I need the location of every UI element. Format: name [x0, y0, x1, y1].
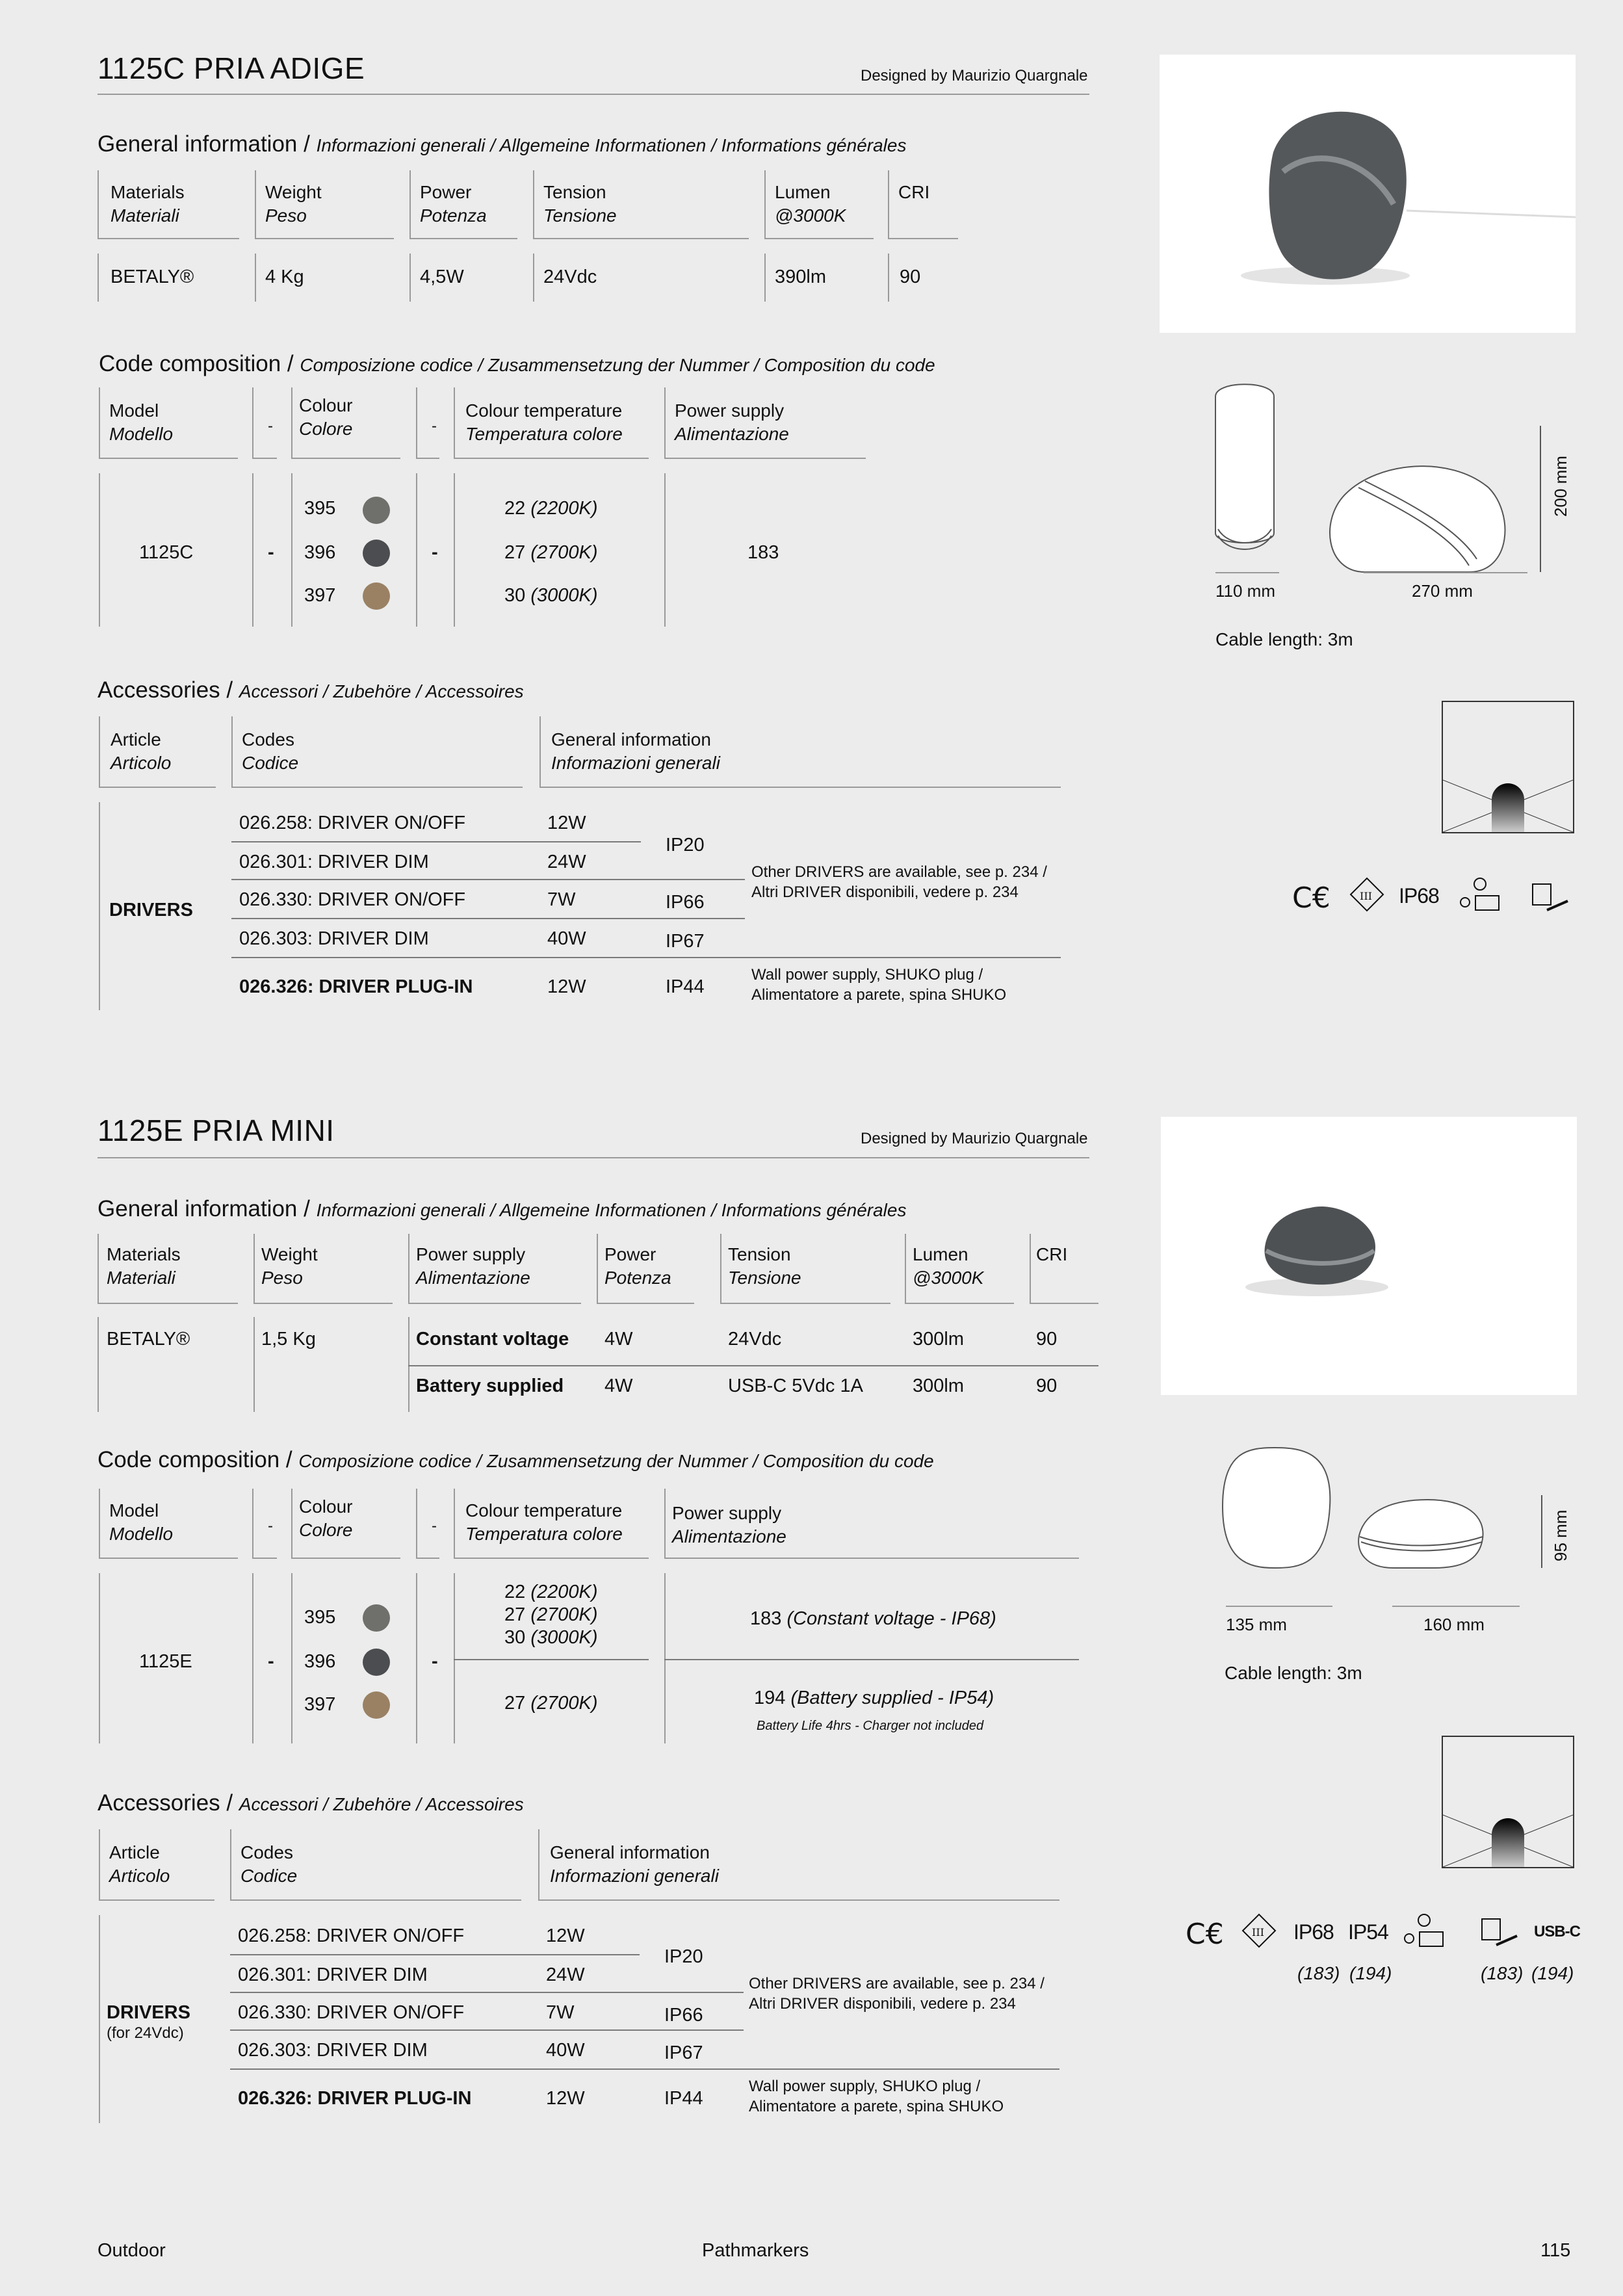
general-info-heading: General information / Informazioni generali / Allgemeine Informationen / Informations générales: [97, 131, 907, 157]
mounting-icon: [1477, 1912, 1522, 1951]
footer-section: Outdoor: [97, 2240, 166, 2261]
usb-c-badge: USB-C: [1534, 1923, 1580, 1940]
cable-length: Cable length: 3m: [1225, 1663, 1362, 1683]
light-emission-icon: [1442, 701, 1574, 833]
svg-text:C€: C€: [1186, 1918, 1224, 1951]
cable-length: Cable length: 3m: [1215, 629, 1353, 649]
reference-label: (183): [1297, 1963, 1340, 1983]
colour-swatch: [363, 1649, 390, 1676]
code-composition-heading: Code composition / Composizione codice / Zusammensetzung der Nummer / Composition du code: [99, 351, 935, 376]
ip68-badge: IP68: [1293, 1920, 1334, 1944]
colour-swatch: [363, 497, 390, 524]
svg-text:III: III: [1360, 890, 1372, 902]
reference-label: (183): [1481, 1963, 1524, 1983]
accessories-heading: Accessories / Accessori / Zubehöre / Accessoires: [97, 677, 524, 703]
colour-swatch: [363, 582, 390, 610]
driver-icon: [1401, 1912, 1447, 1951]
svg-text:III: III: [1252, 1926, 1264, 1938]
height-dimension: 200 mm: [1551, 456, 1570, 517]
colour-swatch: [363, 1691, 390, 1719]
dimension-drawing: [1209, 384, 1573, 579]
length-dimension: 270 mm: [1412, 581, 1473, 601]
svg-text:C€: C€: [1292, 881, 1331, 915]
ip68-badge: IP68: [1399, 884, 1439, 907]
length-dimension: 160 mm: [1423, 1615, 1485, 1634]
height-dimension: 95 mm: [1551, 1509, 1570, 1561]
general-info-heading: General information / Informazioni generali / Allgemeine Informationen / Informations générales: [97, 1196, 907, 1221]
footer-category: Pathmarkers: [702, 2240, 809, 2261]
title-rule: [97, 1157, 1089, 1158]
product-photo: [1161, 1117, 1577, 1395]
dimension-drawing: [1219, 1444, 1570, 1594]
ip54-badge: IP54: [1348, 1920, 1388, 1944]
width-dimension: 135 mm: [1226, 1615, 1287, 1634]
product-title: 1125E PRIA MINI: [97, 1114, 335, 1147]
colour-swatch: [363, 1604, 390, 1632]
accessories-heading: Accessories / Accessori / Zubehöre / Accessoires: [97, 1790, 524, 1816]
light-emission-icon: [1442, 1736, 1574, 1868]
product-title: 1125C PRIA ADIGE: [97, 51, 365, 85]
designer-credit: Designed by Maurizio Quargnale: [861, 1130, 1088, 1147]
designer-credit: Designed by Maurizio Quargnale: [861, 67, 1088, 85]
driver-icon: [1457, 876, 1503, 915]
title-rule: [97, 94, 1089, 95]
page-number: 115: [1540, 2240, 1571, 2261]
colour-swatch: [363, 540, 390, 567]
reference-label: (194): [1531, 1963, 1574, 1983]
mounting-icon: [1527, 878, 1573, 917]
certification-icons: [1186, 1911, 1290, 1957]
width-dimension: 110 mm: [1215, 581, 1275, 601]
product-photo: [1160, 55, 1576, 333]
code-composition-heading: Code composition / Composizione codice / Zusammensetzung der Nummer / Composition du code: [97, 1447, 934, 1472]
reference-label: (194): [1349, 1963, 1392, 1983]
